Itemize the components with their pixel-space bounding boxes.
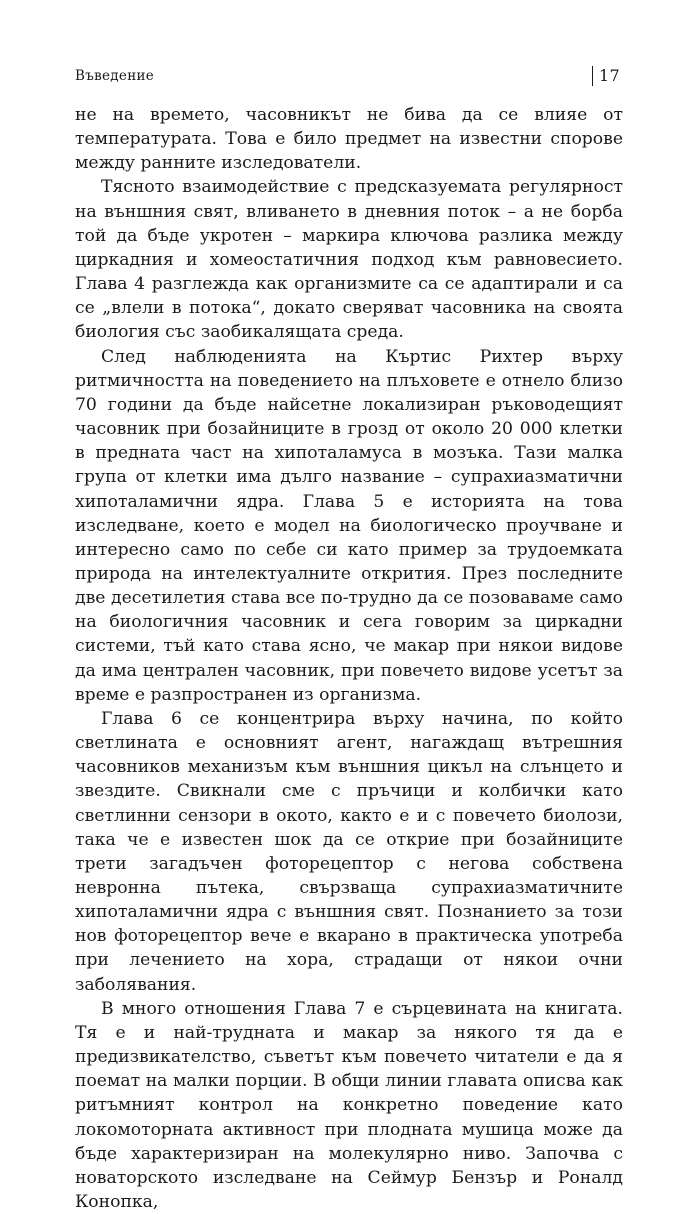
page-number: 17 [592, 66, 620, 86]
running-header [75, 66, 620, 88]
chapter-title: Въведение [75, 68, 155, 84]
paragraph: Тясното взаимодействие с предсказуемата регулярност на външния свят, вливането в дневния поток – а не борба той да бъде укротен – маркира ключова разлика между циркадния и хомеостатичния подход към равновесието. Глава 4 разглежда как организмите са се адаптирали и са се „влели в потока“, докато сверяват часовника на своята биология със заобикалящата среда. [75, 177, 623, 343]
paragraph: В много отношения Глава 7 е сърцевината на книгата. Тя е и най-трудната и макар за някого тя да е предизвикателство, съветът към повечето читатели е да я поемат на малки порции. В общи линии главата описва как ритъмният контрол на конкретно поведение като локомоторната активност при плодната мушица може да бъде характеризиран на молекулярно ниво. Започва с новаторското изследване на Сеймур Бензър и Роналд Конопка, [75, 998, 623, 1213]
body-text [75, 103, 623, 1214]
paragraph: Глава 6 се концентрира върху начина, по който светлината е основният агент, нагаждащ вътрешния часовников механизъм към външния цикъл на слънцето и звездите. Свикнали сме с пръчици и колбички като светлинни сензори в окото, както е и с повечето биолози, така че е известен шок да се открие при бозайниците трети загадъчен фоторецептор с негова собствена невронна пътека, свързваща супрахиазматичните хипоталамични ядра с външния свят. Познанието за този нов фоторецептор вече е вкарано в практическа употреба при лечението на хора, страдащи от някои очни заболявания. [75, 708, 623, 995]
paragraph: След наблюденията на Къртис Рихтер върху ритмичността на поведението на плъховете е отнело близо 70 години да бъде найсетне локализиран ръководещият часовник при бозайниците в грозд от около 20 000 клетки в предната част на хипоталамуса в мозъка. Тази малка група от клетки има дълго название – супрахиазматични хипоталамични ядра. Глава 5 е историята на това изследване, което е модел на биологическо проучване и интересно само по себе си като пример за трудоемката природа на интелектуалните открития. През последните две десетилетия става все по-трудно да се позоваваме само на биологичния часовник и сега говорим за циркадни системи, тъй като става ясно, че макар при някои видове да има централен часовник, при повечето видове усетът за време е разпространен из организма. [75, 346, 623, 705]
paragraph: не на времето, часовникът не бива да се влияе от температурата. Това е било предмет на известни спорове между ранните изследователи. [75, 105, 623, 174]
